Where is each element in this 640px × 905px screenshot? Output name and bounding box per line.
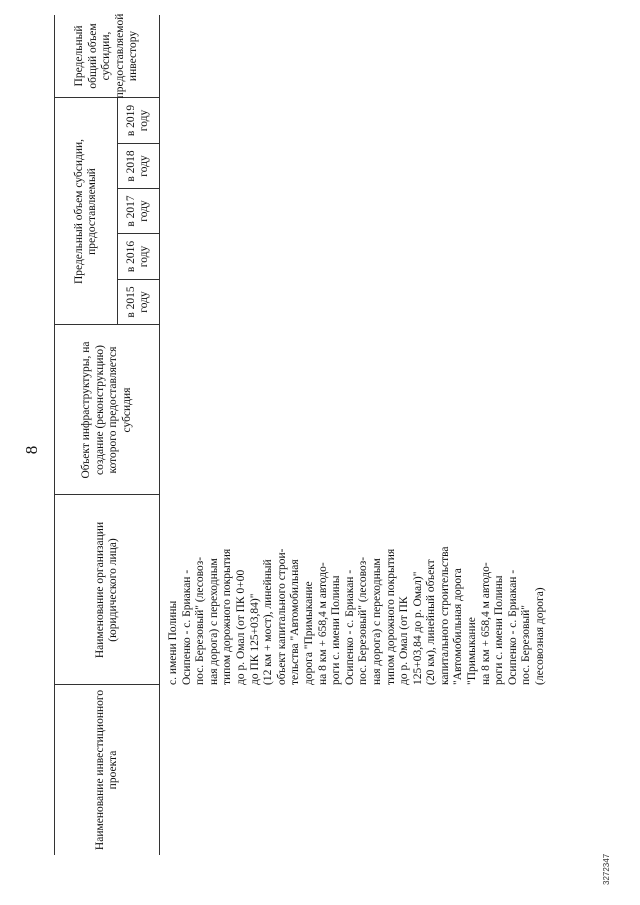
document-id: 3272347 [602, 853, 611, 885]
header-year-2019: в 2019 году [124, 104, 150, 137]
header-year-2018: в 2018 году [124, 150, 150, 182]
rotated-page [20, 15, 620, 885]
table-header [54, 15, 160, 855]
header-year-2016: в 2016 году [124, 240, 150, 273]
header-project: Наименование инвестиционного проекта [93, 689, 119, 851]
page-number: 8 [22, 445, 41, 455]
header-year-2015: в 2015 году [124, 286, 150, 318]
header-subsidy-group: Предельный объем субсидии, предоставляемый [72, 138, 98, 285]
col-divider [55, 324, 159, 325]
header-object: Объект инфраструктуры, на создание (реконструкцию) которого предоставляется субсидия [80, 341, 133, 479]
header-year-2017: в 2017 году [124, 195, 150, 227]
col-divider [55, 494, 159, 495]
header-total: Предельный общий объем субсидии, предоставляемой инвестору [73, 13, 140, 99]
object-description: с. имени Полины Осипенко - с. Бриакан - пос. Березовый" (лесовоз- ная дорога) с переходным типом дорожного покрытия до р. Омал (от ПК 0+00 до ПК 125+03,84)" (12 км + мост), линейный объект капитального строи- тельства "Автомобильная дорога "Примыкание на 8 км + 658,4 м автодо- роги с. имени Полины Осипенко - с. Бриакан - пос. Березовый" (лесовоз- ная дорога) с переходным типом дорожного покрытия до р. Омал (от ПК 125+03,84 до р. Омал)" (20 км), линейный объект капитального строительства "Автомобильная дорога "Примыкание на 8 км + 658,4 м автодо- роги с. имени Полины Осипенко - с. Бриакан - пос. Березовый" (лесовозная дорога) [167, 546, 547, 685]
header-organization: Наименование организации (юридического лица) [93, 521, 119, 659]
